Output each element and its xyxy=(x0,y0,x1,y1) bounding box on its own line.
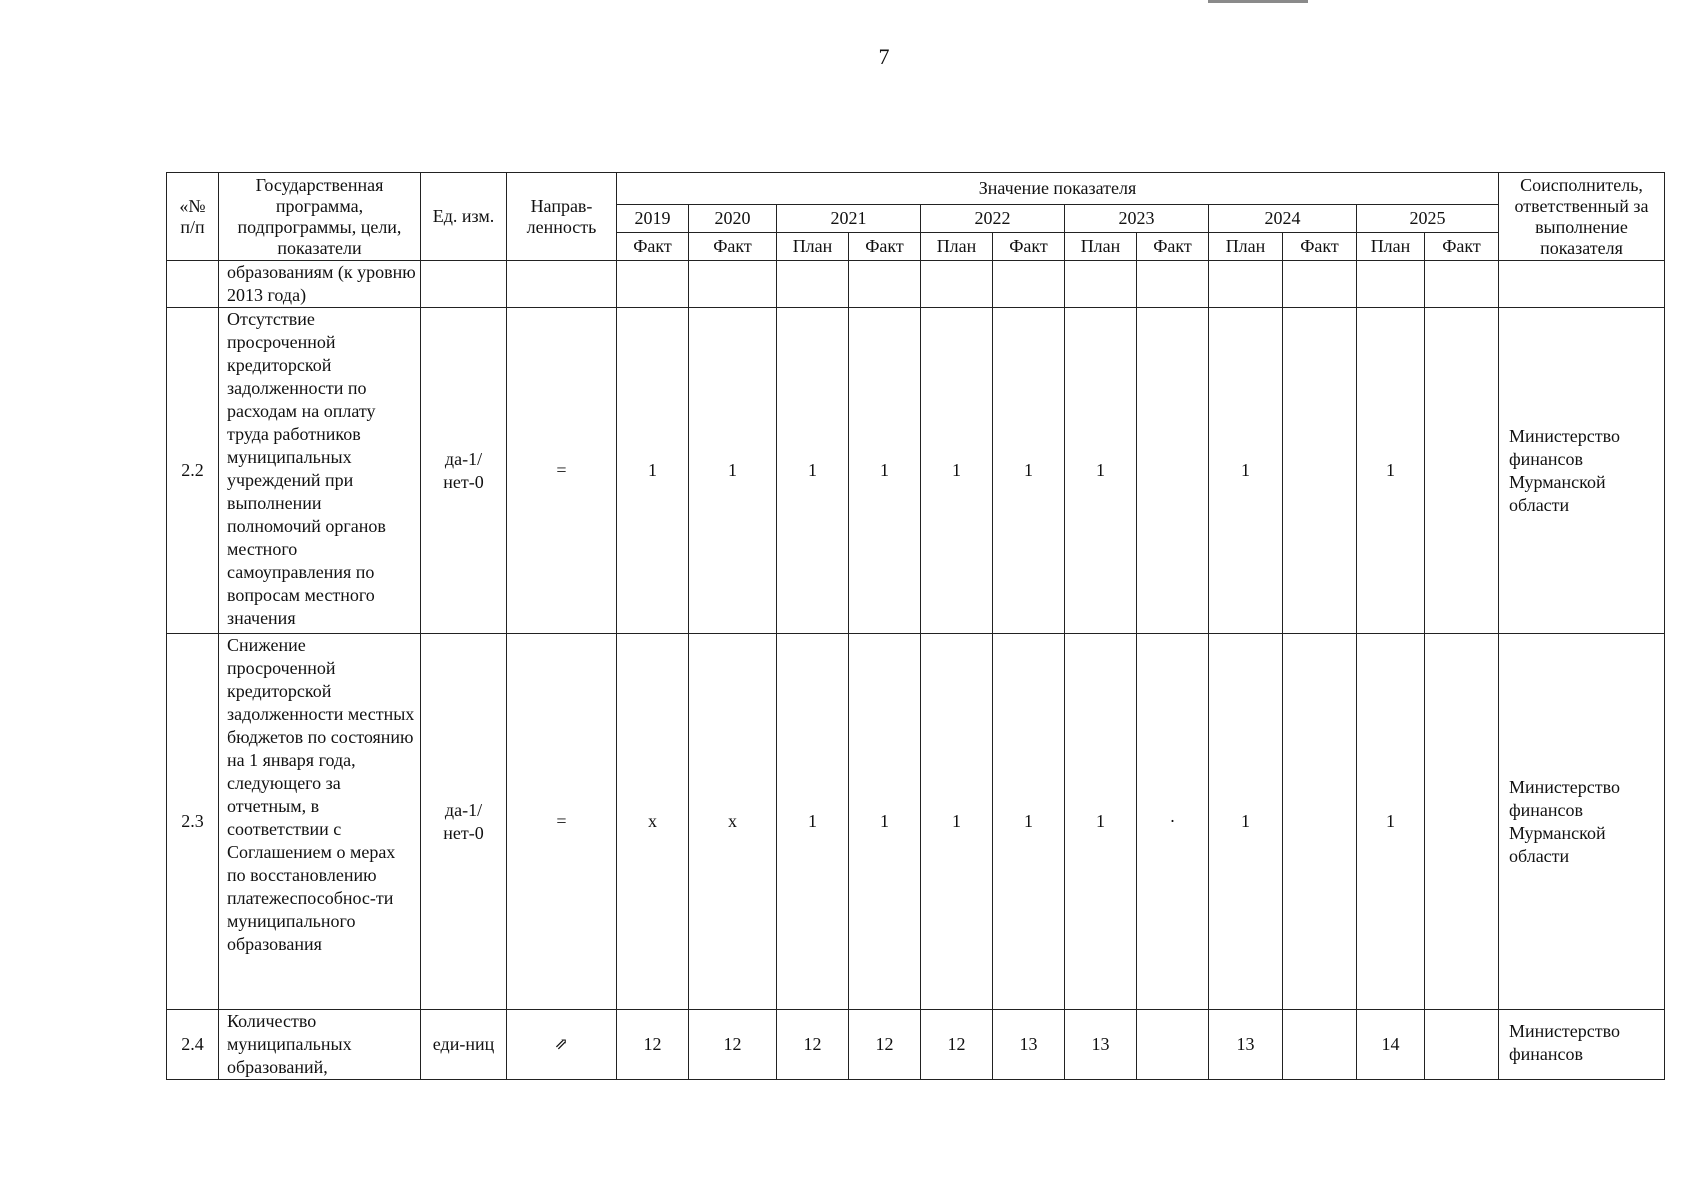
value-cell: 12 xyxy=(921,1010,993,1080)
header-program: Государственная программа, подпрограммы, цели, показатели xyxy=(219,173,421,261)
value-cell: · xyxy=(1137,634,1209,1010)
value-cell: 1 xyxy=(1065,634,1137,1010)
row-unit: да-1/нет-0 xyxy=(421,308,507,634)
row-unit: да-1/нет-0 xyxy=(421,634,507,1010)
direction-arrow-icon: ⇗ xyxy=(507,1010,617,1080)
table-row xyxy=(167,1010,1665,1080)
value-cell: 1 xyxy=(1357,634,1425,1010)
row-name: образованиям (к уровню 2013 года) xyxy=(219,261,421,308)
row-unit xyxy=(421,261,507,308)
row-executor: Министерство финансов Мурманской области xyxy=(1499,634,1665,1010)
value-cell: 1 xyxy=(689,308,777,634)
value-cell: 1 xyxy=(1065,308,1137,634)
header-num: «№ п/п xyxy=(167,173,219,261)
header-plan: План xyxy=(777,233,849,261)
value-cell xyxy=(617,261,689,308)
row-unit: еди-ниц xyxy=(421,1010,507,1080)
value-cell: 12 xyxy=(617,1010,689,1080)
row-num: 2.2 xyxy=(167,308,219,634)
value-cell xyxy=(1357,261,1425,308)
value-cell xyxy=(1137,261,1209,308)
value-cell: x xyxy=(689,634,777,1010)
row-direction: = xyxy=(507,308,617,634)
value-cell: 1 xyxy=(617,308,689,634)
indicator-table xyxy=(166,172,1665,1080)
value-cell: 1 xyxy=(921,634,993,1010)
value-cell xyxy=(1283,308,1357,634)
header-fact: Факт xyxy=(617,233,689,261)
value-cell: 1 xyxy=(1209,308,1283,634)
header-fact: Факт xyxy=(1283,233,1357,261)
value-cell xyxy=(849,261,921,308)
row-direction xyxy=(507,261,617,308)
header-year-2022: 2022 xyxy=(921,205,1065,233)
value-cell: 1 xyxy=(849,308,921,634)
row-name: Отсутствие просроченной кредиторской задолженности по расходам на оплату труда работников муниципальных учреждений при выполнении полномочий органов местного самоуправления по вопросам местного значения xyxy=(219,308,421,634)
value-cell xyxy=(1283,634,1357,1010)
value-cell: 1 xyxy=(921,308,993,634)
row-executor: Министерство финансов Мурманской области xyxy=(1499,308,1665,634)
value-cell xyxy=(921,261,993,308)
header-fact: Факт xyxy=(993,233,1065,261)
value-cell: 1 xyxy=(993,308,1065,634)
value-cell: 1 xyxy=(777,308,849,634)
header-value-group: Значение показателя xyxy=(617,173,1499,205)
value-cell: 1 xyxy=(777,634,849,1010)
header-year-2020: 2020 xyxy=(689,205,777,233)
scan-artifact-mark xyxy=(1208,0,1308,3)
value-cell: 13 xyxy=(1209,1010,1283,1080)
header-plan: План xyxy=(1357,233,1425,261)
header-year-2023: 2023 xyxy=(1065,205,1209,233)
page-number: 7 xyxy=(878,44,890,69)
table-row xyxy=(167,261,1665,308)
value-cell xyxy=(689,261,777,308)
row-name: Снижение просроченной кредиторской задолженности местных бюджетов по состоянию на 1 января года, следующего за отчетным, в соответствии с Соглашением о мерах по восстановлению платежеспособнос-ти муниципального образования xyxy=(219,634,421,1010)
table-row xyxy=(167,308,1665,634)
header-fact: Факт xyxy=(1137,233,1209,261)
value-cell xyxy=(1425,261,1499,308)
header-fact: Факт xyxy=(1425,233,1499,261)
value-cell: 1 xyxy=(1209,634,1283,1010)
value-cell xyxy=(1425,308,1499,634)
header-year-2019: 2019 xyxy=(617,205,689,233)
value-cell xyxy=(993,261,1065,308)
value-cell: 14 xyxy=(1357,1010,1425,1080)
row-name: Количество муниципальных образований, xyxy=(219,1010,421,1080)
value-cell xyxy=(1137,1010,1209,1080)
value-cell xyxy=(1425,1010,1499,1080)
header-direction: Направ-ленность xyxy=(507,173,617,261)
row-num: 2.3 xyxy=(167,634,219,1010)
header-plan: План xyxy=(1209,233,1283,261)
row-executor: Министерство финансов xyxy=(1499,1010,1665,1080)
value-cell: 13 xyxy=(993,1010,1065,1080)
value-cell: 12 xyxy=(849,1010,921,1080)
table-row xyxy=(167,634,1665,1010)
header-fact: Факт xyxy=(689,233,777,261)
value-cell xyxy=(1137,308,1209,634)
value-cell: 12 xyxy=(777,1010,849,1080)
value-cell xyxy=(1065,261,1137,308)
value-cell xyxy=(1425,634,1499,1010)
value-cell: x xyxy=(617,634,689,1010)
value-cell xyxy=(1209,261,1283,308)
indicator-table-wrapper xyxy=(166,172,1665,1080)
value-cell: 13 xyxy=(1065,1010,1137,1080)
header-year-2025: 2025 xyxy=(1357,205,1499,233)
row-executor xyxy=(1499,261,1665,308)
header-fact: Факт xyxy=(849,233,921,261)
header-plan: План xyxy=(921,233,993,261)
value-cell: 1 xyxy=(849,634,921,1010)
header-year-2024: 2024 xyxy=(1209,205,1357,233)
header-year-2021: 2021 xyxy=(777,205,921,233)
row-num: 2.4 xyxy=(167,1010,219,1080)
value-cell: 1 xyxy=(993,634,1065,1010)
value-cell xyxy=(777,261,849,308)
header-plan: План xyxy=(1065,233,1137,261)
row-direction: = xyxy=(507,634,617,1010)
header-unit: Ед. изм. xyxy=(421,173,507,261)
value-cell: 12 xyxy=(689,1010,777,1080)
value-cell xyxy=(1283,1010,1357,1080)
row-num xyxy=(167,261,219,308)
header-executor: Соисполнитель, ответственный за выполнение показателя xyxy=(1499,173,1665,261)
value-cell: 1 xyxy=(1357,308,1425,634)
value-cell xyxy=(1283,261,1357,308)
